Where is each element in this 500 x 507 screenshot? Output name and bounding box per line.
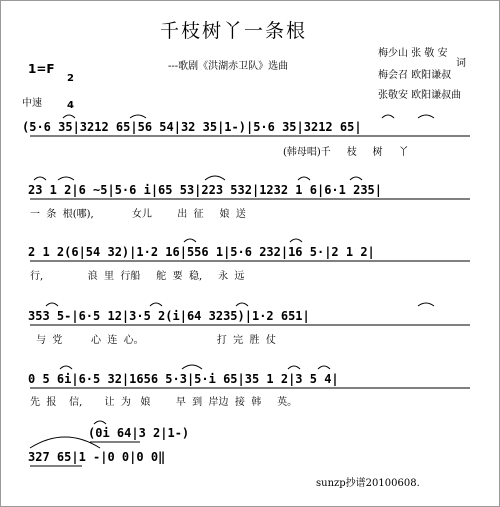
slur-mark <box>236 303 248 306</box>
slur-mark <box>418 115 434 118</box>
slur-mark <box>205 176 225 180</box>
notation-row-2: 23 1 2|6 ~5|5·6 i|65 53|223 532|1232 1 6|6·1 235| <box>28 183 383 197</box>
slur-mark <box>350 177 362 180</box>
notation-row-4: 353 5-|6·5 12|3·5 2(i|64 3235)|1·2 651| <box>28 309 310 323</box>
lyrics-row-3: 行, 浪 里 行船 舵 要 稳, 永 远 <box>30 271 245 282</box>
slur-mark <box>298 177 310 180</box>
slur-mark <box>58 177 74 180</box>
notation-row-1: (5·6 35|3212 65|56 54|32 35|1-)|5·6 35|3212 65| <box>22 120 362 134</box>
lyrics-row-2: 一 条 根(哪), 女儿 出 征 娘 送 <box>30 209 246 220</box>
time-signature-top: 2 <box>67 73 74 84</box>
slur-mark <box>94 421 106 424</box>
notation-row-5: 0 5 6i|6·5 32|1656 5·3|5·i 65|35 1 2|3 5 4| <box>28 372 339 386</box>
slur-mark <box>63 115 75 118</box>
slur-mark <box>130 115 146 118</box>
tempo-marking: 中速 <box>22 98 42 109</box>
credit-line-2: 梅会召 欧阳谦叔 <box>378 70 452 81</box>
credit-lyric-mark: 词 <box>456 58 466 69</box>
notation-row-7: 327 65|1 -|0 0|0 0‖ <box>28 450 166 464</box>
lyrics-row-1: (韩母唱)千 枝 树 丫 <box>283 147 409 158</box>
slur-mark <box>46 303 58 306</box>
slur-mark <box>418 303 434 306</box>
slur-mark <box>382 115 394 118</box>
slur-mark <box>30 437 100 448</box>
notation-row-6: (0i 64|3 2|1-) <box>88 426 190 440</box>
key-signature: 1=F <box>28 62 55 76</box>
slur-mark <box>150 303 162 306</box>
lyrics-row-4: 与 党 心 连 心。 打 完 胜 仗 <box>36 335 276 346</box>
slur-mark <box>184 239 196 242</box>
slur-mark <box>288 366 300 369</box>
credit-line-1: 梅少山 张 敬 安 <box>378 48 448 59</box>
slur-mark <box>34 177 46 180</box>
score-title: 千枝树丫一条根 <box>160 20 308 42</box>
notation-row-3: 2 1 2(6|54 32)|1·2 16|556 1|5·6 232|16 5·|2 1 2| <box>28 245 375 259</box>
lyrics-row-5: 先 报 信, 让 为 娘 早 到 岸边 接 韩 英。 <box>30 397 298 408</box>
slur-mark <box>60 366 72 369</box>
slur-mark <box>290 239 302 242</box>
slur-mark <box>182 365 202 369</box>
source-line: ---歌剧《洪湖赤卫队》选曲 <box>168 61 289 72</box>
time-signature-bottom: 4 <box>67 100 74 111</box>
slur-mark <box>318 366 330 369</box>
transcriber-note: sunzp抄谱20100608. <box>316 478 420 489</box>
credit-line-3: 张敬安 欧阳谦叔曲 <box>378 90 462 101</box>
